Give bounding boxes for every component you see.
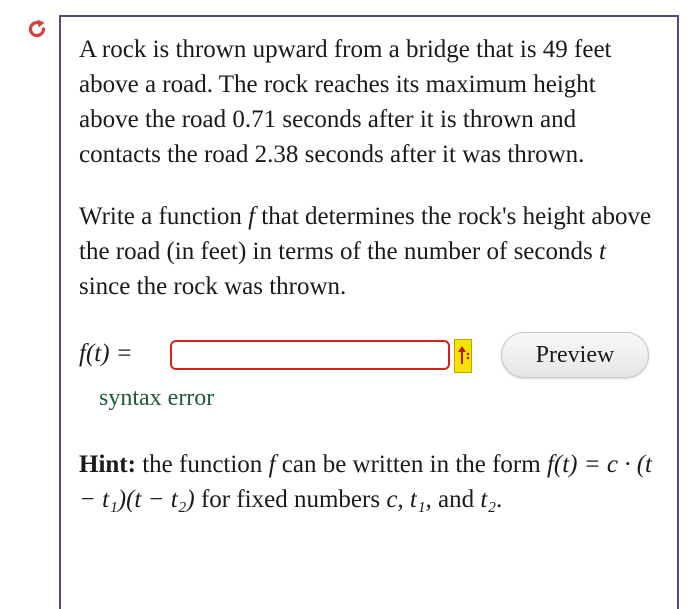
hint-vars: c, t₁, [386,486,432,513]
p2-text-a: Write a function [79,203,249,230]
hint-label: Hint: [79,451,136,478]
hint-text-b: can be written in the form [275,451,547,478]
hint-last-var: t₂ [480,486,497,513]
answer-label: f(t) = [79,340,133,367]
p2-var-t: t [598,238,606,265]
p2-text-c: since the rock was thrown. [79,273,347,300]
problem-text [79,32,659,304]
hint-text-c: for fixed numbers [194,486,387,513]
hint-var-f: f [268,451,276,478]
problem-paragraph-1: A rock is thrown upward from a bridge that is 49 feet above a road. The rock reaches its maximum height above the road 0.71 seconds after it is thrown and contacts the road 2.38 seconds after it was thrown. [79,36,612,168]
syntax-error-message: syntax error [99,385,215,411]
hint-formula: f(t) = c · (t − t₁)(t − t₂) [79,451,652,513]
p2-var-f: f [248,203,256,230]
answer-input[interactable] [170,340,450,370]
hint-text-a: the function [135,451,269,478]
up-arrow-icon[interactable] [454,339,472,373]
answer-row [79,337,659,377]
hint-paragraph [79,447,659,517]
retry-icon[interactable] [26,18,48,40]
preview-button[interactable]: Preview [501,332,649,378]
problem-paragraph-2 [79,199,659,304]
hint-text-e: . [496,486,503,513]
p2-text-b: that determines the rock's height above the road (in feet) in terms of the number of seconds [79,203,652,265]
hint-text [79,447,659,517]
hint-text-d: and [431,486,481,513]
